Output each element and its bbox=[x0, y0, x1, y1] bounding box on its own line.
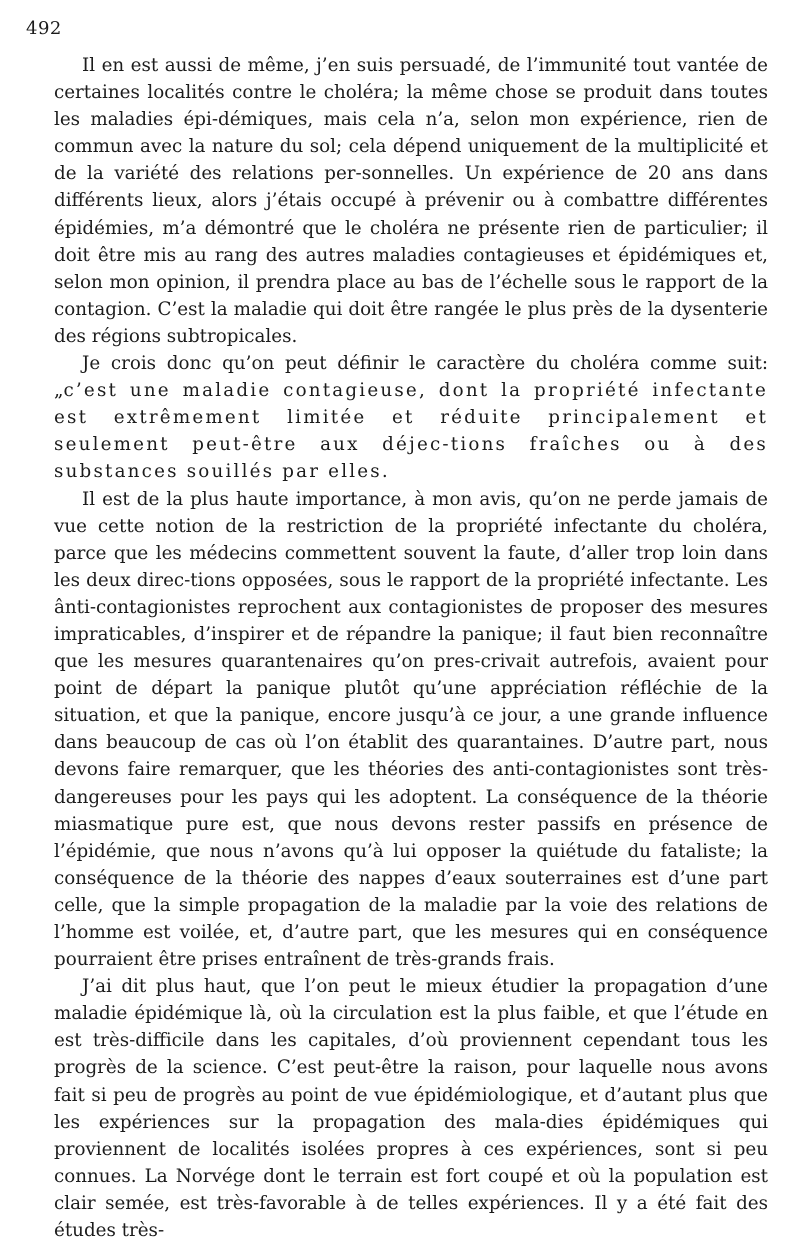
page-number: 492 bbox=[26, 18, 62, 39]
body-text bbox=[54, 52, 768, 1244]
paragraph-immunity: Il en est aussi de même, j’en suis persuadé, de l’immunité tout vantée de certaines localités contre le choléra; la même chose se produit dans toutes les maladies épi-démiques, mais cela n’a, selon mon expérience, rien de commun avec la nature du sol; cela dépend uniquement de la multiplicité et de la variété des relations per-sonnelles. Un expérience de 20 ans dans différents lieux, alors j’étais occupé à prévenir ou à combattre différentes épidémies, m’a démontré que le choléra ne présente rien de particulier; il doit être mis au rang des autres maladies contagieuses et épidémiques et, selon mon opinion, il prendra place au bas de l’échelle sous le rapport de la contagion. C’est la maladie qui doit être rangée le plus près de la dysenterie des régions subtropicales. bbox=[54, 55, 768, 347]
paragraph-restriction: Il est de la plus haute importance, à mon avis, qu’on ne perde jamais de vue cette notion de la restriction de la propriété infectante du choléra, parce que les médecins commettent souvent la faute, d’aller trop loin dans les deux direc-tions opposées, sous le rapport de la propriété infectante. Les ânti-contagionistes reprochent aux contagionistes de proposer des mesures impraticables, d’inspirer et de répandre la panique; il faut bien reconnaître que les mesures quarantenaires qu’on pres-crivait autrefois, avaient pour point de départ la panique plutôt qu’une appréciation réfléchie de la situation, et que la panique, encore jusqu’à ce jour, a une grande influence dans beaucoup de cas où l’on établit des quarantaines. D’autre part, nous devons faire remarquer, que les théories des anti-contagionistes sont très-dangereuses pour les pays qui les adoptent. La conséquence de la théorie miasmatique pure est, que nous devons rester passifs en présence de l’épidémie, que nous n’avons qu’à lui opposer la quiétude du fataliste; la conséquence de la théorie des nappes d’eaux souterraines est d’une part celle, que la simple propagation de la maladie par la voie des relations de l’homme est voilée, et, d’autre part, que les mesures qui en conséquence pourraient être prises entraînent de très-grands frais. bbox=[54, 488, 768, 971]
definition-intro: Je crois donc qu’on peut définir le caractère du choléra comme suit: „ bbox=[54, 353, 768, 402]
paragraph-propagation: J’ai dit plus haut, que l’on peut le mieux étudier la propagation d’une maladie épidémique là, où la circulation est la plus faible, et que l’étude en est très-difficile dans les capitales, d’où proviennent cependant tous les progrès de la science. C’est peut-être la raison, pour laquelle nous avons fait si peu de progrès au point de vue épidémiologique, et d’autant plus que les expériences sur la propagation des mala-dies épidémiques qui proviennent de localités isolées propres à ces expériences, sont si peu connues. La Norvége dont le terrain est fort coupé et où la population est clair semée, est très-favorable à de telles expériences. Il y a été fait des études très- bbox=[54, 976, 768, 1242]
paragraph-definition bbox=[54, 350, 768, 485]
definition-emphasized: c’est une maladie contagieuse, dont la propriété infectante est extrêmement limitée et réduite principalement et seulement peut-être aux déjec-tions fraîches ou à des substances souillés par elles. bbox=[54, 380, 768, 483]
